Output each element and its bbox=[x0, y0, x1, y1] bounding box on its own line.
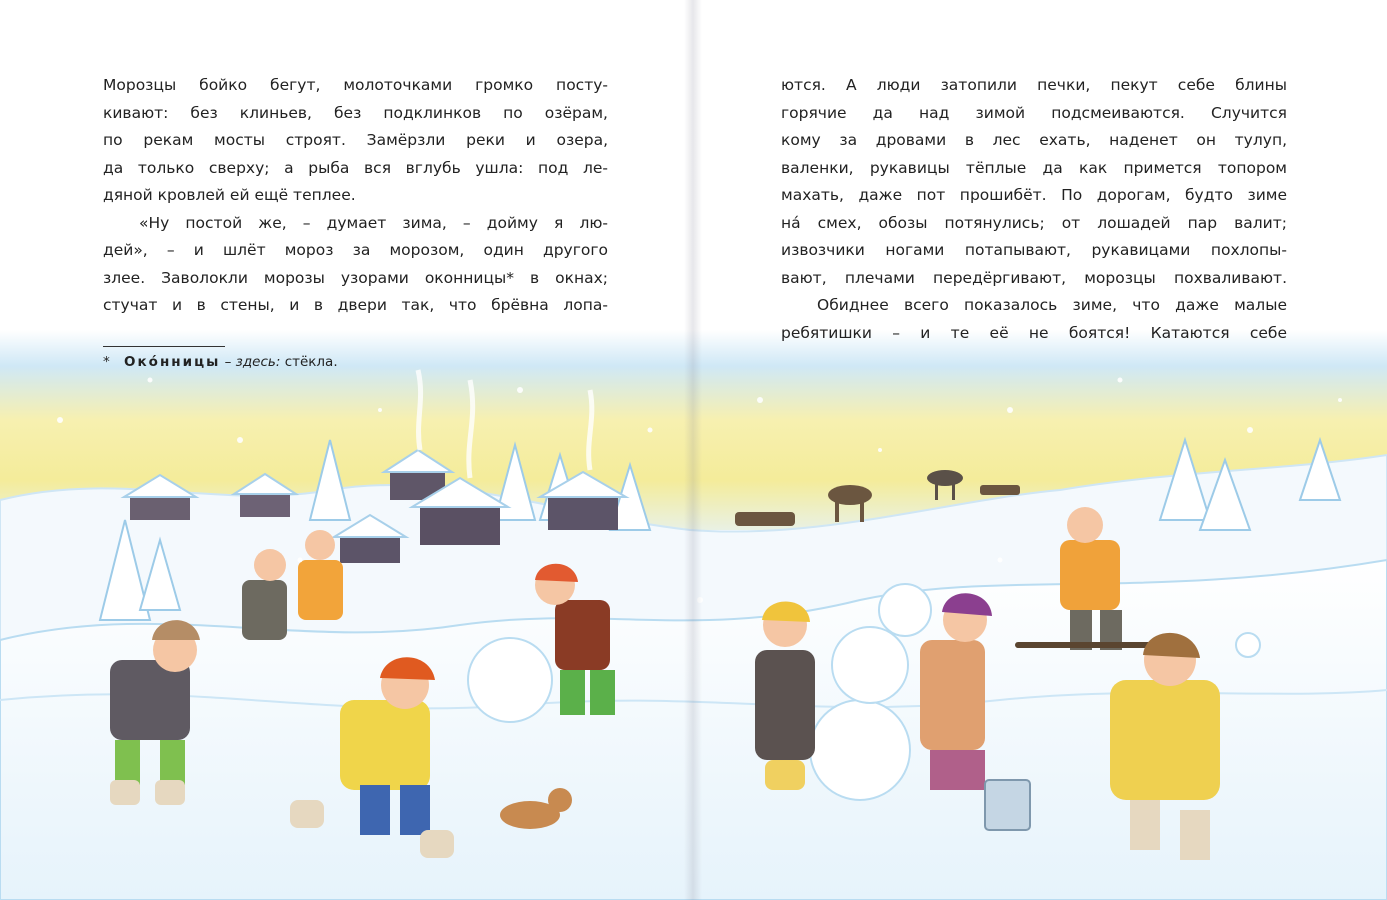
footnote-definition: стёкла. bbox=[284, 354, 338, 370]
text-line: извозчики ногами потапывают, рукавицами похлопы- bbox=[781, 241, 1287, 259]
text-line: Обиднее всего показалось зиме, что даже малые bbox=[817, 296, 1287, 314]
text-line: кому за дровами в лес ехать, наденет он тулуп, bbox=[781, 131, 1287, 149]
text-line: вают, плечами передёргивают, морозцы похваливают. bbox=[781, 268, 1287, 287]
text-line: кивают: без клиньев, без подклинков по озёрам, bbox=[103, 103, 608, 122]
text-line: стучат и в стены, и в двери так, что брёвна лопа- bbox=[103, 296, 608, 314]
bucket bbox=[985, 780, 1030, 830]
text-line: да только сверху; а рыба вся вглубь ушла: под ле- bbox=[103, 158, 608, 177]
text-line: дяной кровлей ей ещё теплее. bbox=[103, 186, 356, 204]
text-line: валенки, рукавицы тёплые да как примется топором bbox=[781, 158, 1287, 177]
footnote-qualifier: здесь: bbox=[235, 354, 281, 370]
text-line: Морозцы бойко бегут, молоточками громко посту- bbox=[103, 76, 608, 94]
text-line: горячие да над зимой подсмеиваются. Случится bbox=[781, 103, 1287, 122]
text-line: ются. А люди затопили печки, пекут себе блины bbox=[781, 76, 1287, 94]
text-line: дей», – и шлёт мороз за морозом, один другого bbox=[103, 241, 608, 259]
snowball-large-left bbox=[468, 638, 552, 722]
right-page-text bbox=[781, 72, 1287, 347]
left-page-text bbox=[103, 72, 608, 320]
text-line: махать, даже пот прошибёт. По дорогам, будто зиме bbox=[781, 186, 1287, 204]
footnote bbox=[103, 354, 338, 370]
text-line: ребятишки – и те её не боятся! Катаются себе bbox=[781, 323, 1287, 342]
text-line: злее. Заволокли морозы узорами оконницы* в окнах; bbox=[103, 268, 608, 287]
footnote-dash: – bbox=[224, 354, 232, 370]
footnote-marker: * bbox=[103, 354, 110, 370]
text-line: на́ смех, обозы потянулись; от лошадей пар валит; bbox=[781, 213, 1287, 232]
footnote-divider bbox=[103, 346, 225, 347]
footnote-term: Око́нницы bbox=[124, 354, 221, 370]
book-gutter bbox=[684, 0, 702, 900]
text-line: по рекам мосты строят. Замёрзли реки и озера, bbox=[103, 131, 608, 149]
text-line: «Ну постой же, – думает зима, – дойму я лю- bbox=[139, 213, 608, 232]
